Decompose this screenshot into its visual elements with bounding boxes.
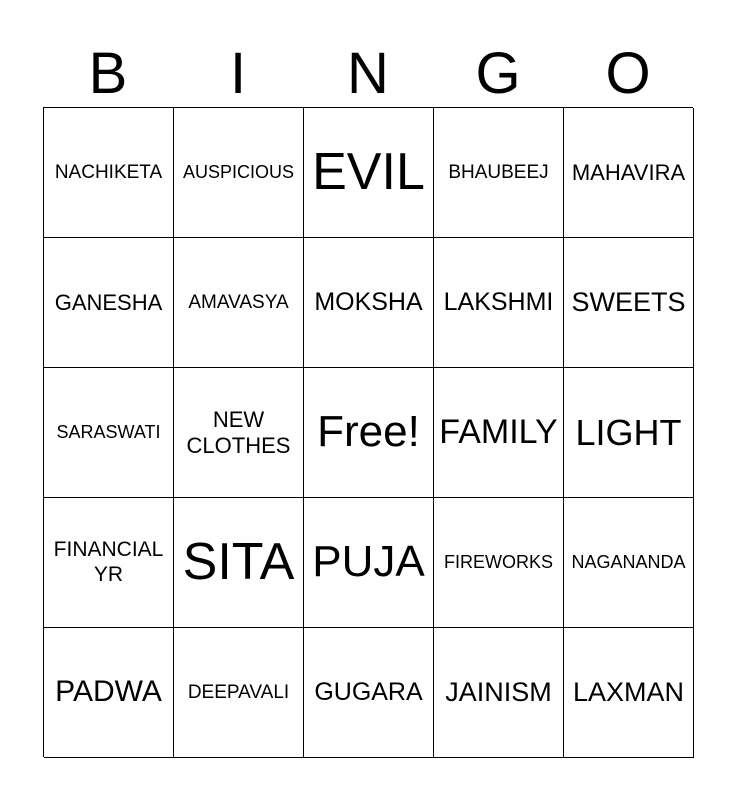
bingo-cell[interactable]: [564, 108, 694, 238]
bingo-cell[interactable]: [434, 628, 564, 758]
bingo-header: [43, 40, 693, 108]
bingo-cell[interactable]: [434, 238, 564, 368]
cell-text: FIREWORKS: [443, 552, 553, 573]
cell-text: EVIL: [312, 142, 425, 201]
bingo-cell[interactable]: [44, 498, 174, 628]
cell-text: FINANCIAL YR: [53, 538, 164, 586]
bingo-board: [43, 107, 693, 757]
bingo-cell[interactable]: [174, 498, 304, 628]
bingo-cell[interactable]: [304, 238, 434, 368]
header-letter-i: I: [229, 41, 247, 106]
bingo-cell[interactable]: [44, 368, 174, 498]
cell-text: FAMILY: [439, 412, 558, 451]
cell-text: MAHAVIRA: [571, 159, 686, 185]
cell-text: PUJA: [312, 537, 425, 587]
bingo-cell[interactable]: [174, 108, 304, 238]
bingo-cell[interactable]: [304, 628, 434, 758]
cell-text: MOKSHA: [314, 288, 423, 317]
bingo-cell[interactable]: [434, 368, 564, 498]
bingo-cell[interactable]: [44, 628, 174, 758]
cell-text: LAKSHMI: [443, 288, 554, 317]
bingo-cell[interactable]: [564, 628, 694, 758]
cell-text: JAINISM: [445, 676, 552, 707]
cell-text: LIGHT: [575, 411, 682, 453]
cell-text: NAGANANDA: [571, 552, 686, 573]
cell-text: DEEPAVALI: [187, 681, 290, 703]
cell-text: NACHIKETA: [54, 161, 163, 183]
bingo-cell[interactable]: [44, 108, 174, 238]
header-letter-b: B: [88, 41, 128, 106]
cell-text: GUGARA: [314, 678, 423, 707]
bingo-cell[interactable]: [304, 108, 434, 238]
header-letter-o: O: [605, 41, 651, 106]
bingo-cell[interactable]: [564, 238, 694, 368]
bingo-cell[interactable]: [434, 108, 564, 238]
bingo-cell[interactable]: [174, 238, 304, 368]
bingo-cell[interactable]: [564, 498, 694, 628]
bingo-cell[interactable]: [174, 368, 304, 498]
cell-text: AUSPICIOUS: [182, 162, 295, 183]
cell-text: SITA: [182, 532, 295, 591]
cell-text: AMAVASYA: [188, 291, 289, 313]
cell-text: GANESHA: [54, 289, 163, 315]
cell-text: LAXMAN: [572, 676, 685, 707]
header-letter-g: G: [475, 41, 521, 106]
cell-text: PADWA: [55, 675, 162, 709]
cell-text: BHAUBEEJ: [448, 161, 549, 183]
bingo-cell[interactable]: [44, 238, 174, 368]
bingo-cell[interactable]: [434, 498, 564, 628]
free-space-cell[interactable]: [304, 368, 434, 498]
free-space-text: Free!: [317, 407, 420, 457]
cell-text: SWEETS: [571, 286, 686, 317]
cell-text: NEW CLOTHES: [186, 407, 291, 458]
bingo-cell[interactable]: [304, 498, 434, 628]
bingo-cell[interactable]: [564, 368, 694, 498]
cell-text: SARASWATI: [56, 422, 161, 443]
header-letter-n: N: [347, 41, 389, 106]
bingo-cell[interactable]: [174, 628, 304, 758]
